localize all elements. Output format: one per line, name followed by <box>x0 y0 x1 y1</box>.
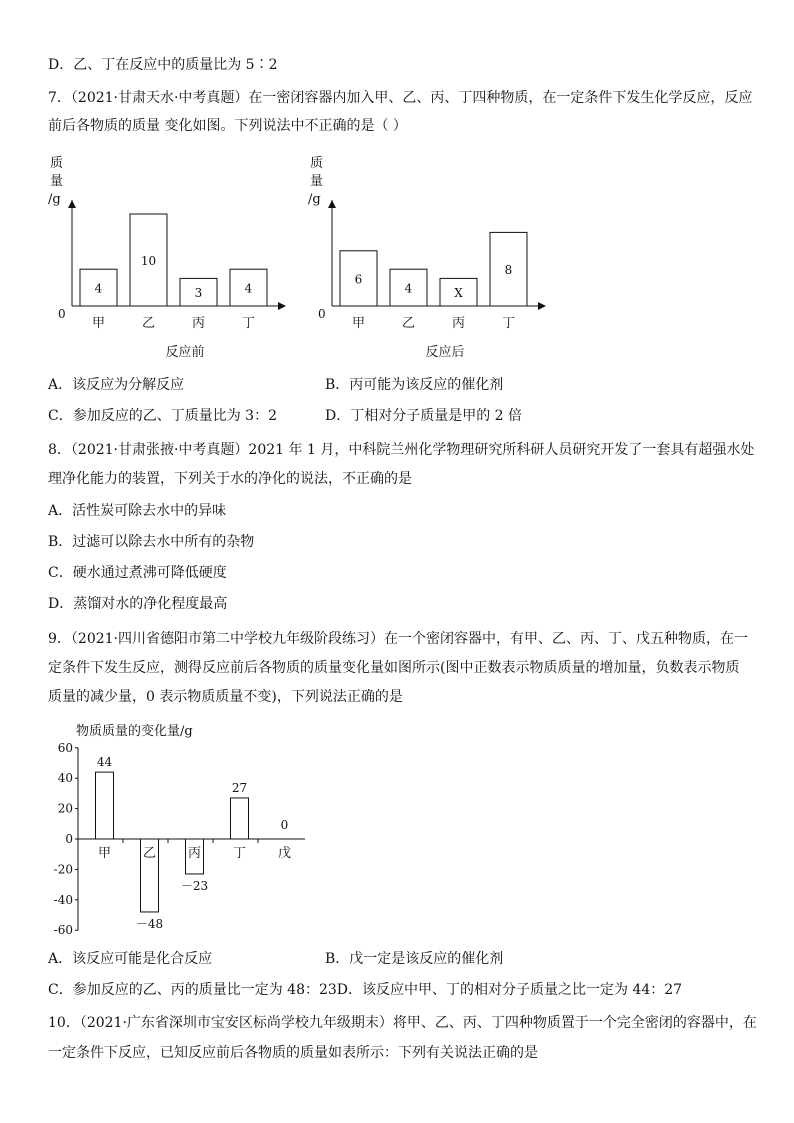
change-ytick-1: 40 <box>57 771 73 786</box>
change-title: 物质质量的变化量/g <box>76 724 193 739</box>
after-x-arrow <box>538 302 546 310</box>
change-bar-label-0: 44 <box>96 755 113 770</box>
after-title: 反应后 <box>425 345 465 360</box>
before-title: 反应前 <box>165 345 205 360</box>
after-bar-label-0: 6 <box>354 272 363 287</box>
q9-stem-line2: 定条件下发生反应，测得反应前后各物质的质量变化量如图所示(图中正数表示物质质量的增加量，负数表示物质 <box>48 660 740 676</box>
q7-option-a: A．该反应为分解反应 <box>48 377 185 393</box>
before-y-arrow <box>68 200 76 208</box>
change-ytick-2: 20 <box>57 801 73 816</box>
after-ylabel-1: 量 <box>310 174 324 189</box>
before-bar-label-0: 4 <box>94 281 103 296</box>
q8-option-d: D．蒸馏对水的净化程度最高 <box>48 596 228 612</box>
q8-option-a: A．活性炭可除去水中的异味 <box>48 503 227 519</box>
chart-before <box>40 150 300 365</box>
before-bar-label-1: 10 <box>140 254 157 268</box>
q10-stem-line1: 10．（2021·广东省深圳市宝安区标尚学校九年级期末）将甲、乙、丙、丁四种物质置于一个完全密闭的容器中，在 <box>48 1015 757 1031</box>
q7-stem-line2: 前后各物质的质量 变化如图。下列说法中不正确的是（ ） <box>48 118 407 134</box>
change-ytick-5: -40 <box>53 892 73 907</box>
change-xtick-1: 乙 <box>142 846 157 861</box>
after-bar-label-2: X <box>454 286 463 301</box>
change-bar-3 <box>231 798 249 839</box>
q9-option-cd: C．参加反应的乙、丙的质量比一定为 48：23D．该反应中甲、丁的相对分子质量之比一定为 44：27 <box>48 982 683 998</box>
before-bar-label-2: 3 <box>194 286 203 301</box>
before-ylabel-2: /g <box>48 192 61 207</box>
chart-after <box>300 150 560 365</box>
after-xtick-1: 乙 <box>401 316 416 331</box>
q8-stem-line2: 理净化能力的装置，下列关于水的净化的说法，不正确的是 <box>48 471 412 487</box>
change-ytick-4: -20 <box>53 862 73 877</box>
after-origin: 0 <box>318 307 326 321</box>
after-bar-label-1: 4 <box>404 281 413 296</box>
q9-option-a: A．该反应可能是化合反应 <box>48 951 213 967</box>
after-y-arrow <box>328 200 336 208</box>
before-ylabel-0: 质 <box>50 156 64 171</box>
change-ytick-0: 60 <box>57 740 73 755</box>
before-ylabel-1: 量 <box>50 174 64 189</box>
before-origin: 0 <box>58 307 66 321</box>
change-bar-label-3: 27 <box>231 780 248 795</box>
q9-stem-line3: 质量的减少量，0 表示物质质量不变)，下列说法正确的是 <box>48 689 403 705</box>
change-bar-0 <box>96 772 114 839</box>
before-xtick-3: 丁 <box>241 316 256 331</box>
q8-option-b: B．过滤可以除去水中所有的杂物 <box>48 534 255 550</box>
before-xtick-0: 甲 <box>91 316 106 331</box>
before-xtick-1: 乙 <box>141 316 156 331</box>
change-ytick-3: 0 <box>65 832 73 846</box>
chart-change <box>40 715 340 945</box>
q9-stem-line1: 9．（2021·四川省德阳市第二中学校九年级阶段练习）在一个密闭容器中，有甲、乙、丙、丁、戊五种物质，在一 <box>48 631 748 647</box>
after-ylabel-0: 质 <box>310 156 324 171</box>
change-bar-label-1: －48 <box>135 916 164 931</box>
after-ylabel-2: /g <box>308 192 321 207</box>
after-xtick-0: 甲 <box>351 316 366 331</box>
change-bar-label-2: －23 <box>180 878 209 893</box>
change-ytick-6: -60 <box>53 923 73 938</box>
before-xtick-2: 丙 <box>191 316 206 331</box>
q6-option-d: D．乙、丁在反应中的质量比为 5∶2 <box>48 57 278 73</box>
after-xtick-2: 丙 <box>451 316 466 331</box>
q7-stem-line1: 7．（2021·甘肃天水·中考真题）在一密闭容器内加入甲、乙、丙、丁四种物质，在一定条件下发生化学反应，反应 <box>48 90 753 106</box>
q8-stem-line1: 8．（2021·甘肃张掖·中考真题）2021 年 1 月，中科院兰州化学物理研究所科研人员研究开发了一套具有超强水处 <box>48 442 755 458</box>
q10-stem-line2: 一定条件下反应，已知反应前后各物质的质量如表所示：下列有关说法正确的是 <box>48 1045 538 1061</box>
change-bar-label-4: 0 <box>280 818 289 832</box>
q7-option-c: C．参加反应的乙、丁质量比为 3：2 <box>48 408 277 424</box>
change-xtick-2: 丙 <box>187 846 202 861</box>
q7-option-d: D．丁相对分子质量是甲的 2 倍 <box>325 408 523 424</box>
change-xtick-0: 甲 <box>97 846 112 861</box>
q8-option-c: C．硬水通过煮沸可降低硬度 <box>48 565 227 581</box>
before-bar-label-3: 4 <box>244 281 253 296</box>
change-xtick-3: 丁 <box>232 846 247 861</box>
before-x-arrow <box>278 302 286 310</box>
q9-option-b: B．戊一定是该反应的催化剂 <box>325 951 504 967</box>
change-xtick-4: 戊 <box>277 846 292 861</box>
after-bar-label-3: 8 <box>504 263 513 278</box>
after-xtick-3: 丁 <box>501 316 516 331</box>
q7-option-b: B．丙可能为该反应的催化剂 <box>325 377 504 393</box>
